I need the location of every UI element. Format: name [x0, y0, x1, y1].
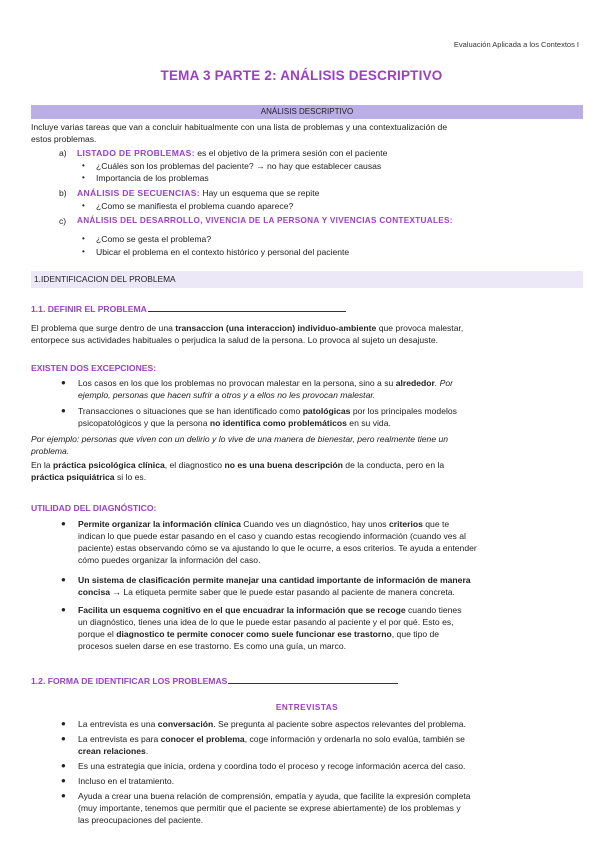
- bullet-glyph: •: [82, 247, 85, 256]
- subsection-1-1-heading: 1.1. DEFINIR EL PROBLEMA: [31, 304, 346, 314]
- utility-2-line-1: Un sistema de clasificación permite manejar una cantidad importante de información de manera: [78, 575, 471, 585]
- list-marker-b: b): [59, 188, 67, 198]
- item-a: [77, 147, 387, 159]
- example-line-2: problema.: [31, 446, 70, 456]
- utility-3-line-2: un diagnóstico, tienes una idea de lo que le puede estar pasando al paciente y el por qué. Esto es,: [78, 617, 454, 627]
- list-marker-c: c): [59, 216, 67, 226]
- exception-2-line-2: psicopatológicos y que la persona no identifica como problemáticos en su vida.: [78, 418, 391, 428]
- interview-5-line-3: las preocupaciones del paciente.: [78, 815, 204, 825]
- item-c-bullet-2: Ubicar el problema en el contexto histórico y personal del paciente: [96, 247, 350, 257]
- item-b: [77, 187, 319, 199]
- bullet-glyph: •: [82, 201, 85, 210]
- item-b-text: Hay un esquema que se repite: [199, 188, 320, 198]
- section-banner: ANÁLISIS DESCRIPTIVO: [31, 105, 583, 119]
- utility-1-line-1: Permite organizar la información clínica Cuando ves un diagnóstico, hay unos criterios que te: [78, 519, 450, 529]
- s11-paragraph-line-2: entorpece sus actividades habituales o perjudica la salud de la persona. Lo provoca al sujeto un desajuste.: [31, 335, 439, 345]
- item-c-bullet-1: ¿Como se gesta el problema?: [96, 234, 212, 244]
- bullet-glyph: ●: [61, 605, 66, 614]
- exception-2-line-1: Transacciones o situaciones que se han identificado como patológicas por los principales modelos: [78, 406, 457, 416]
- bullet-glyph: ●: [61, 378, 66, 387]
- item-a-heading: LISTADO DE PROBLEMAS:: [77, 148, 195, 158]
- exception-1-line-1: Los casos en los que los problemas no provocan malestar en la persona, sino a su alrededor. Por: [78, 378, 454, 388]
- intro-line-2: estos problemas.: [31, 134, 97, 144]
- section-1-bar: 1.IDENTIFICACION DEL PROBLEMA: [31, 271, 583, 288]
- clinical-line-1: En la práctica psicológica clínica, el diagnostico no es una buena descripción de la conducta, pero en la: [31, 460, 445, 470]
- bullet-glyph: •: [82, 161, 85, 170]
- interview-3: Es una estrategia que inicia, ordena y coordina todo el proceso y recoge información acerca del caso.: [78, 761, 466, 771]
- intro-line-1: Incluye varias tareas que van a concluir habitualmente con una lista de problemas y una contextualización de: [31, 122, 448, 132]
- interview-4: Incluso en el tratamiento.: [78, 776, 175, 786]
- item-c-heading: ANÁLISIS DEL DESARROLLO, VIVENCIA DE LA PERSONA Y VIVENCIAS CONTEXTUALES:: [77, 216, 453, 225]
- bullet-glyph: ●: [61, 519, 66, 528]
- utility-heading: UTILIDAD DEL DIAGNÓSTICO:: [31, 503, 157, 513]
- list-marker-a: a): [59, 148, 67, 158]
- interview-5-line-1: Ayuda a crear una buena relación de comprensión, empatía y ayuda, que facilite la expresión completa: [78, 791, 471, 801]
- bullet-glyph: ●: [61, 791, 66, 800]
- bullet-glyph: ●: [61, 575, 66, 584]
- exception-1-line-2: ejemplo, personas que hacen sufrir a otros y a ellos no les provocan malestar.: [78, 390, 376, 400]
- bullet-glyph: ●: [61, 734, 66, 743]
- bullet-glyph: •: [82, 173, 85, 182]
- interview-2-line-2: crean relaciones.: [78, 746, 149, 756]
- utility-3-line-3: porque el diagnostico te permite conocer como suele funcionar ese trastorno, que tipo de: [78, 629, 440, 639]
- page-title: TEMA 3 PARTE 2: ANÁLISIS DESCRIPTIVO: [160, 68, 443, 83]
- utility-2-line-2: concisa → La etiqueta permite saber que le puede estar pasando al paciente de manera concreta.: [78, 587, 455, 597]
- course-header: Evaluación Aplicada a los Contextos I: [453, 40, 579, 49]
- bullet-glyph: ●: [61, 719, 66, 728]
- example-line-1: Por ejemplo: personas que viven con un delirio y lo vive de una manera de bienestar, pero realmente tiene un: [31, 434, 449, 444]
- bullet-glyph: ●: [61, 776, 66, 785]
- clinical-line-2: práctica psiquiátrica si lo es.: [31, 472, 147, 482]
- utility-1-line-2: indican lo que puede estar pasando en el caso y cuando estas recogiendo información (cuando ves al: [78, 531, 466, 541]
- interview-5-line-2: (muy importante, tenemos que permitir que el paciente se exprese abiertamente) de los problemas y: [78, 803, 461, 813]
- utility-3-line-1: Facilita un esquema cognitivo en el que encuadrar la información que se recoge cuando tienes: [78, 605, 462, 615]
- item-b-bullet-1: ¿Como se manifiesta el problema cuando aparece?: [96, 201, 294, 211]
- utility-1-line-3: paciente) estas observando cómo se va ajustando lo que le ocurre, a esos criterios. Te ayuda a entender: [78, 543, 477, 553]
- s11-paragraph-line-1: El problema que surge dentro de una transaccion (una interaccion) individuo-ambiente que provoca malestar,: [31, 323, 464, 333]
- interview-1: La entrevista es una conversación. Se pregunta al paciente sobre aspectos relevantes del problema.: [78, 719, 466, 729]
- item-a-bullet-2: Importancia de los problemas: [96, 173, 209, 183]
- item-b-heading: ANÁLISIS DE SECUENCIAS:: [77, 188, 200, 198]
- utility-1-line-4: cómo puedes organizar la información del caso.: [78, 555, 261, 565]
- bullet-glyph: •: [82, 234, 85, 243]
- utility-3-line-4: procesos suelen darse en ese trastorno. Es como una guía, un marco.: [78, 641, 346, 651]
- bullet-glyph: ●: [61, 406, 66, 415]
- item-a-text: es el objetivo de la primera sesión con el paciente: [194, 148, 388, 158]
- bullet-glyph: ●: [61, 761, 66, 770]
- subsection-1-2-heading: 1.2. FORMA DE IDENTIFICAR LOS PROBLEMAS: [31, 676, 398, 686]
- item-a-bullet-1: ¿Cuáles son los problemas del paciente? → no hay que establecer causas: [96, 161, 382, 171]
- entrevistas-heading: ENTREVISTAS: [275, 703, 339, 712]
- interview-2-line-1: La entrevista es para conocer el problema, coge información y ordenarla no solo evalúa, también se: [78, 734, 465, 744]
- exceptions-heading: EXISTEN DOS EXCEPCIONES:: [31, 363, 157, 373]
